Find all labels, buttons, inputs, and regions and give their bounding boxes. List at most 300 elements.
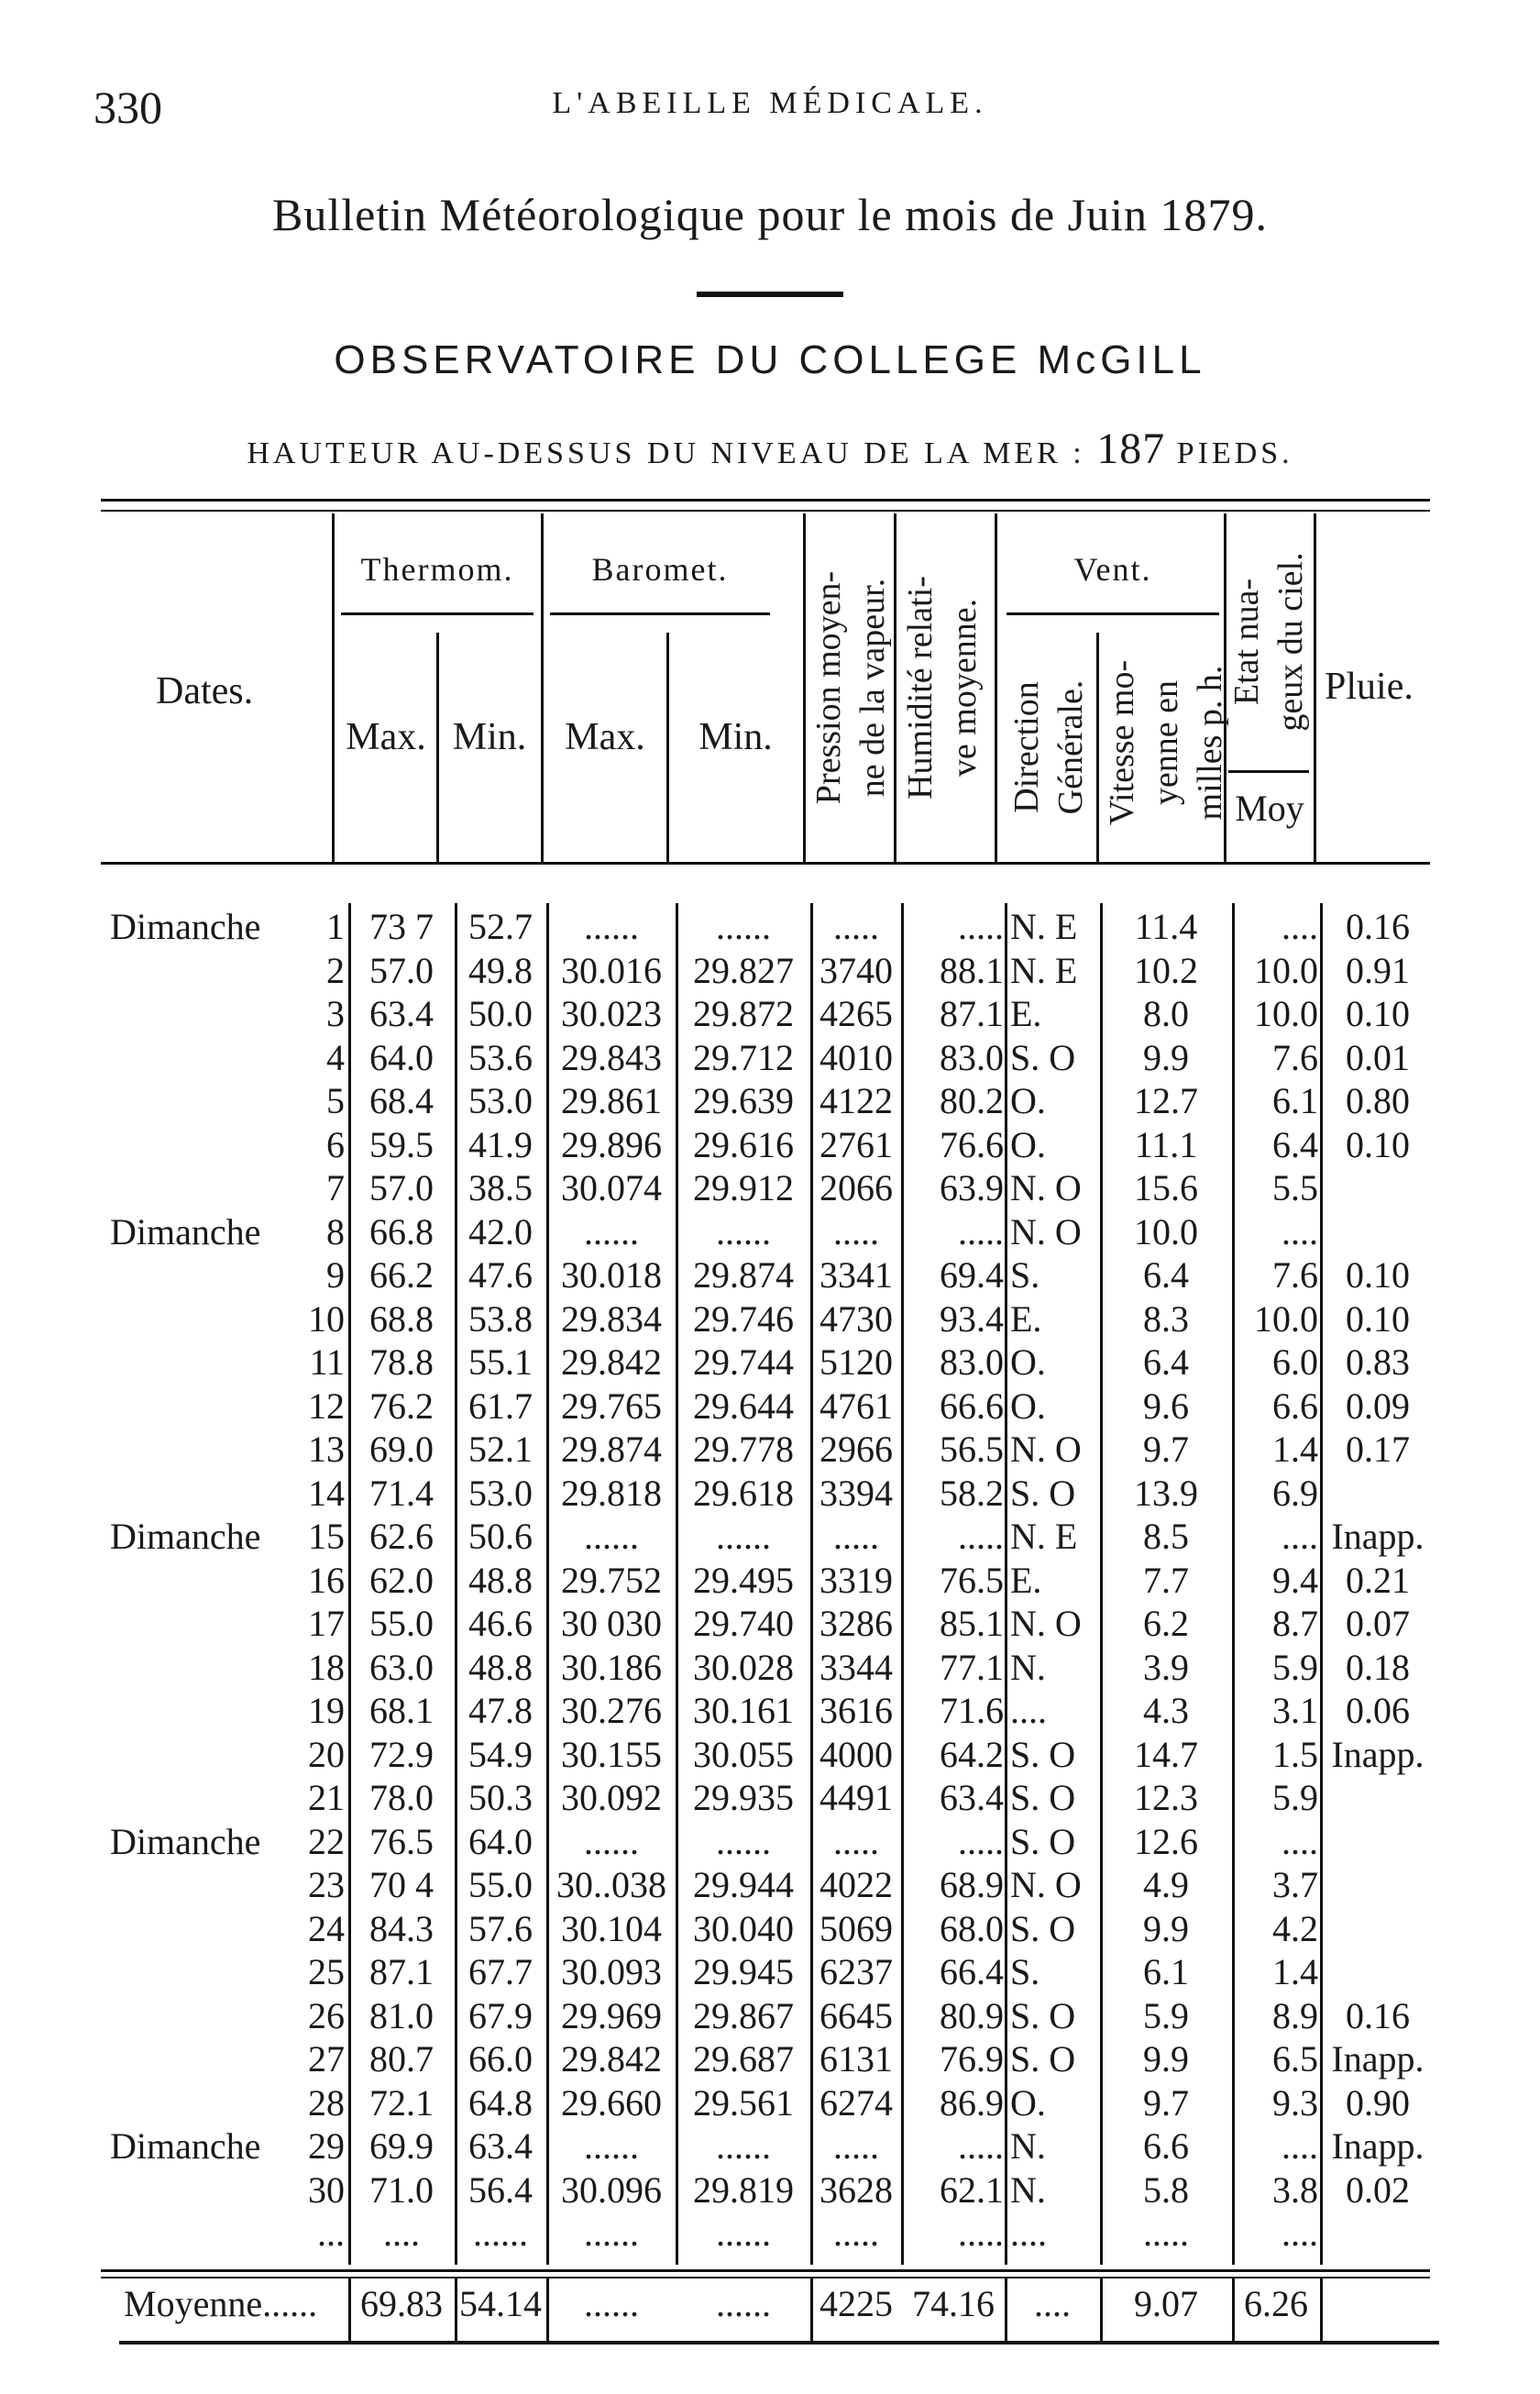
row-day-label [110,1121,293,1169]
row-day-number: 1 [326,906,345,947]
cell-barom-max: 30.023 [561,993,662,1034]
cell-pression: 6131 [820,2038,893,2080]
cell-vitesse: 12.6 [1134,1821,1198,1862]
cell-barom-max: ...... [584,2125,639,2167]
cell-barom-min: ...... [716,1516,771,1557]
cell-barom-max: ...... [584,2212,639,2254]
cell-vitesse: 7.7 [1143,1560,1189,1601]
cell-direction: S. O [1010,1995,1076,2036]
body-sep-10 [1320,903,1323,2265]
cell-vitesse: 4.3 [1143,1690,1189,1731]
cell-barom-max: 30.186 [561,1647,662,1688]
cell-therm-min: 41.9 [468,1124,533,1165]
cell-pression: ..... [833,1821,879,1862]
row-day-number: 23 [308,1864,345,1905]
cell-vitesse: 9.9 [1143,1037,1189,1078]
cell-etat-ciel: 6.6 [1272,1385,1318,1427]
cell-therm-max: 76.5 [369,1821,434,1862]
cell-barom-max: 29.765 [561,1385,662,1427]
row-day-label [110,1426,293,1473]
row-day-label: Dimanche [110,1211,261,1252]
cell-barom-max: 30.093 [561,1951,662,1992]
moy-sep-8 [1100,2277,1103,2341]
cell-pression: ..... [833,2125,879,2167]
row-day-number: 29 [308,2125,345,2167]
cell-barom-min: 29.744 [693,1341,794,1383]
row-day-number: 26 [308,1995,345,2036]
cell-vitesse: 13.9 [1134,1473,1198,1514]
title-divider [697,292,843,297]
cell-therm-max: .... [383,2212,420,2254]
row-day-number: 2 [326,950,345,991]
cell-pluie: 0.16 [1346,1995,1410,2036]
header-pression [807,518,895,857]
cell-barom-min: 29.874 [693,1254,794,1296]
cell-therm-max: 57.0 [369,1167,434,1208]
moy-sep-9 [1232,2277,1235,2341]
cell-pression: 4491 [820,1777,893,1818]
cell-pluie: 0.07 [1346,1603,1410,1644]
header-thermom: Thermom. [360,551,514,588]
cell-therm-min: 67.9 [468,1995,533,2036]
cell-barom-max: 29.861 [561,1080,662,1121]
cell-vitesse: 15.6 [1134,1167,1198,1208]
cell-direction: S. O [1010,1908,1076,1949]
cell-barom-min: 29.944 [693,1864,794,1905]
cell-pression: 6237 [820,1951,893,1992]
cell-barom-min: 30.161 [693,1690,794,1731]
cell-therm-max: 73 7 [369,906,434,947]
cell-vitesse: 6.4 [1143,1254,1189,1296]
cell-therm-max: 69.9 [369,2125,434,2167]
cell-direction: S. O [1010,1473,1076,1514]
cell-therm-max: 71.0 [369,2169,434,2211]
cell-therm-max: 59.5 [369,1124,434,1165]
cell-therm-min: 64.8 [468,2082,533,2124]
row-day-label [110,1600,293,1648]
cell-therm-max: 69.0 [369,1429,434,1470]
header-pluie: Pluie. [1325,666,1414,708]
cell-pression: 5120 [820,1341,893,1383]
cell-barom-min: 30.055 [693,1734,794,1775]
cell-therm-max: 68.8 [369,1298,434,1340]
cell-pression: 3319 [820,1560,893,1601]
cell-humidite: 71.6 [940,1690,1004,1731]
cell-etat-ciel: 3.8 [1272,2169,1318,2211]
observatory-heading: OBSERVATOIRE DU COLLEGE McGILL [334,337,1206,382]
row-day-label [110,1861,293,1909]
cell-barom-max: ...... [584,1211,639,1252]
row-day-number: 9 [326,1254,345,1296]
cell-direction: S. [1010,1254,1040,1296]
cell-etat-ciel: 9.3 [1272,2082,1318,2124]
cell-humidite: 85.1 [940,1603,1004,1644]
cell-humidite: ..... [958,2212,1004,2254]
cell-humidite: 76.9 [940,2038,1004,2080]
cell-pression: 3740 [820,950,893,991]
cell-pluie: 0.09 [1346,1385,1410,1427]
cell-therm-min: 52.1 [468,1429,533,1470]
cell-etat-ciel: 5.9 [1272,1647,1318,1688]
row-day-label [110,1644,293,1692]
moy-rule [1228,770,1309,773]
header-etat-line1: Etat nua- [1227,578,1266,706]
row-day-number: 14 [308,1473,345,1514]
cell-barom-max: 30.016 [561,950,662,991]
cell-pression: 5069 [820,1908,893,1949]
cell-etat-ciel: 9.4 [1272,1560,1318,1601]
cell-vitesse: 10.2 [1134,950,1198,991]
row-day-number: 24 [308,1908,345,1949]
cell-etat-ciel: 1.5 [1272,1734,1318,1775]
cell-therm-min: 55.0 [468,1864,533,1905]
row-day-label [110,1470,293,1517]
cell-pluie: Inapp. [1331,2125,1424,2167]
row-day-label: Dimanche [110,906,261,947]
cell-etat-ciel: 6.0 [1272,1341,1318,1383]
cell-barom-max: ...... [584,1516,639,1557]
cell-barom-max: 29.842 [561,2038,662,2080]
cell-humidite: 68.9 [940,1864,1004,1905]
cell-pluie [1326,1818,1430,1866]
cell-therm-max: 72.1 [369,2082,434,2124]
header-baromet-min: Min. [698,716,773,758]
cell-pluie: 0.17 [1346,1429,1410,1470]
cell-humidite: ..... [958,1821,1004,1862]
moy-sep-7 [1005,2277,1007,2341]
cell-humidite: 76.6 [940,1124,1004,1165]
header-humidite-line1: Humidité relati- [901,576,940,800]
cell-direction: N. E [1010,950,1078,991]
cell-barom-max: 30.096 [561,2169,662,2211]
cell-barom-min: ...... [716,1821,771,1862]
cell-pression: 3286 [820,1603,893,1644]
row-day-label: Dimanche [110,2125,261,2167]
cell-therm-max: 71.4 [369,1473,434,1514]
header-bottom-rule [101,862,1430,865]
cell-etat-ciel: 5.9 [1272,1777,1318,1818]
moy-sep-10 [1320,2277,1323,2341]
cell-therm-min: 52.7 [468,906,533,947]
cell-direction: N. [1010,1647,1046,1688]
cell-pluie [1326,1905,1430,1953]
cell-pression: 2966 [820,1429,893,1470]
cell-vitesse: 5.9 [1143,1995,1189,2036]
row-day-number: ... [317,2212,345,2254]
cell-etat-ciel: 3.7 [1272,1864,1318,1905]
cell-etat-ciel: 7.6 [1272,1254,1318,1296]
header-vitesse-line3: milles p. h. [1191,665,1229,821]
cell-therm-max: 76.2 [369,1385,434,1427]
cell-direction: E. [1010,1298,1042,1340]
header-vitesse-line1: Vitesse mo- [1103,659,1141,826]
cell-humidite: 87.1 [940,993,1004,1034]
row-day-number: 12 [308,1385,345,1427]
moy-sep-3 [546,2277,549,2341]
row-day-number: 8 [326,1211,345,1252]
header-pression-line1: Pression moyen- [809,570,848,805]
cell-humidite: 58.2 [940,1473,1004,1514]
cell-pluie: Inapp. [1331,1516,1424,1557]
cell-barom-max: 30.155 [561,1734,662,1775]
header-direction-line2: Générale. [1051,679,1090,815]
cell-pression: 3616 [820,1690,893,1731]
row-day-number: 6 [326,1124,345,1165]
moy-sep-5 [810,2277,813,2341]
cell-vitesse: 8.0 [1143,993,1189,1034]
cell-therm-max: 62.0 [369,1560,434,1601]
cell-barom-min: 29.778 [693,1429,794,1470]
cell-therm-min: 53.0 [468,1473,533,1514]
cell-humidite: ..... [958,1211,1004,1252]
cell-humidite: 63.4 [940,1777,1004,1818]
row-day-number: 13 [308,1429,345,1470]
cell-therm-max: 66.8 [369,1211,434,1252]
cell-barom-max: 30.074 [561,1167,662,1208]
cell-etat-ciel: 8.7 [1272,1603,1318,1644]
cell-humidite: 88.1 [940,950,1004,991]
cell-barom-max: 29.660 [561,2082,662,2124]
header-baromet: Baromet. [591,551,729,588]
header-humidite-line2: ve moyenne. [945,598,984,778]
cell-therm-max: 55.0 [369,1603,434,1644]
moy-sep-1 [348,2277,351,2341]
cell-pression: 4761 [820,1385,893,1427]
header-direction [1005,637,1093,857]
row-day-label [110,1992,293,2040]
cell-pluie: 0.80 [1346,1080,1410,1121]
cell-etat-ciel: 6.9 [1272,1473,1318,1514]
row-day-label [110,1339,293,1386]
moyenne-tmax: 69.83 [360,2283,443,2324]
cell-barom-min: 29.740 [693,1603,794,1644]
cell-therm-min: 57.6 [468,1908,533,1949]
cell-direction: E. [1010,1560,1042,1601]
cell-humidite: 80.2 [940,1080,1004,1121]
cell-etat-ciel: 10.0 [1254,1298,1318,1340]
cell-pression: 3394 [820,1473,893,1514]
cell-direction: .... [1010,1690,1047,1731]
body-sep-7 [1005,903,1007,2265]
moyenne-etat: 6.26 [1244,2283,1308,2324]
table-top-rule-2 [101,510,1430,512]
cell-vitesse: 10.0 [1134,1211,1198,1252]
row-day-label [110,947,293,995]
cell-humidite: 80.9 [940,1995,1004,2036]
cell-pluie: 0.10 [1346,1254,1410,1296]
row-day-label [110,1034,293,1082]
cell-pluie: 0.83 [1346,1341,1410,1383]
cell-direction: N. O [1010,1211,1082,1252]
altitude-value: 187 [1096,425,1166,473]
cell-etat-ciel: 5.5 [1272,1167,1318,1208]
cell-direction: S. O [1010,1037,1076,1078]
cell-therm-min: 63.4 [468,2125,533,2167]
row-day-number: 3 [326,993,345,1034]
cell-barom-min: 29.819 [693,2169,794,2211]
row-day-number: 17 [308,1603,345,1644]
cell-therm-min: 47.8 [468,1690,533,1731]
cell-barom-min: 29.935 [693,1777,794,1818]
cell-barom-max: 29.843 [561,1037,662,1078]
cell-therm-max: 66.2 [369,1254,434,1296]
cell-therm-max: 81.0 [369,1995,434,2036]
row-day-number: 21 [308,1777,345,1818]
cell-barom-max: ...... [584,906,639,947]
header-thermom-min: Min. [452,716,527,758]
cell-barom-min: 30.040 [693,1908,794,1949]
cell-pression: 4022 [820,1864,893,1905]
cell-humidite: 77.1 [940,1647,1004,1688]
cell-barom-max: 30.018 [561,1254,662,1296]
header-vent: Vent. [1073,551,1152,588]
cell-direction: E. [1010,993,1042,1034]
baromet-underline [550,612,770,615]
cell-pluie [1326,1774,1430,1822]
cell-barom-min: 29.561 [693,2082,794,2124]
cell-barom-min: 29.712 [693,1037,794,1078]
cell-pluie: 0.18 [1346,1647,1410,1688]
row-day-number: 22 [308,1821,345,1862]
cell-therm-min: 47.6 [468,1254,533,1296]
thermom-underline [341,612,534,615]
table-bottom-rule [119,2341,1439,2344]
cell-humidite: 62.1 [940,2169,1004,2211]
cell-direction: N. O [1010,1167,1082,1208]
cell-vitesse: 5.8 [1143,2169,1189,2211]
header-etat-line2: geux du ciel. [1271,552,1310,732]
cell-therm-min: 53.0 [468,1080,533,1121]
cell-pression: 2761 [820,1124,893,1165]
col-sep-humidite [995,513,997,862]
header-dates: Dates. [156,670,254,712]
cell-pluie: 0.90 [1346,2082,1410,2124]
cell-barom-min: 29.912 [693,1167,794,1208]
cell-etat-ciel: .... [1282,1211,1318,1252]
cell-therm-max: 62.6 [369,1516,434,1557]
cell-barom-min: 29.644 [693,1385,794,1427]
cell-therm-max: 63.4 [369,993,434,1034]
cell-vitesse: 12.3 [1134,1777,1198,1818]
header-vitesse-line2: yenne en [1147,679,1185,806]
cell-pluie [1326,2210,1430,2257]
cell-etat-ciel: 10.0 [1254,993,1318,1034]
cell-barom-min: ...... [716,2125,771,2167]
cell-pression: 3628 [820,2169,893,2211]
cell-direction: N. O [1010,1603,1082,1644]
cell-pluie: Inapp. [1331,2038,1424,2080]
cell-vitesse: 4.9 [1143,1864,1189,1905]
header-baromet-max: Max. [565,716,645,758]
cell-vitesse: 9.9 [1143,1908,1189,1949]
cell-barom-min: ...... [716,2212,771,2254]
col-sep-vent-sub [1096,633,1099,862]
cell-pression: ..... [833,906,879,947]
moyenne-label: Moyenne...... [124,2283,318,2324]
cell-pression: 4122 [820,1080,893,1121]
header-etat [1225,518,1313,766]
row-day-label [110,1905,293,1953]
row-day-number: 10 [308,1298,345,1340]
cell-vitesse: 9.7 [1143,2082,1189,2124]
cell-barom-max: 29.896 [561,1124,662,1165]
cell-etat-ciel: 6.5 [1272,2038,1318,2080]
cell-pression: 6645 [820,1995,893,2036]
cell-pression: 4010 [820,1037,893,1078]
col-sep-dates [332,513,335,862]
cell-vitesse: 8.3 [1143,1298,1189,1340]
cell-humidite: 66.6 [940,1385,1004,1427]
cell-therm-min: 61.7 [468,1385,533,1427]
cell-therm-min: 50.3 [468,1777,533,1818]
row-day-label [110,1296,293,1343]
header-direction-line1: Direction [1007,681,1046,813]
cell-pluie [1326,1164,1430,1212]
row-day-number: 5 [326,1080,345,1121]
cell-direction: O. [1010,1341,1046,1383]
cell-direction: N. [1010,2169,1046,2211]
row-day-number: 4 [326,1037,345,1078]
row-day-label [110,2167,293,2214]
cell-etat-ciel: 3.1 [1272,1690,1318,1731]
cell-pluie: 0.02 [1346,2169,1410,2211]
cell-barom-max: 30..038 [556,1864,666,1905]
vent-underline [1006,612,1219,615]
cell-pression: 4000 [820,1734,893,1775]
cell-pluie: 0.16 [1346,906,1410,947]
cell-pluie: 0.10 [1346,993,1410,1034]
cell-humidite: 86.9 [940,2082,1004,2124]
cell-humidite: 63.9 [940,1167,1004,1208]
cell-barom-min: 29.827 [693,950,794,991]
cell-pluie [1326,1861,1430,1909]
cell-therm-max: 63.0 [369,1647,434,1688]
cell-barom-max: 30.092 [561,1777,662,1818]
cell-direction: S. O [1010,2038,1076,2080]
running-head [0,81,1540,136]
cell-therm-max: 72.9 [369,1734,434,1775]
header-vitesse [1100,628,1232,857]
cell-barom-min: ...... [716,906,771,947]
header-moy: Moy [1235,788,1304,829]
row-day-label [110,1077,293,1125]
cell-direction: N. E [1010,1516,1078,1557]
cell-barom-max: 30 030 [561,1603,662,1644]
cell-etat-ciel: .... [1282,1516,1318,1557]
cell-etat-ciel: 7.6 [1272,1037,1318,1078]
altitude-label: HAUTEUR AU-DESSUS DU NIVEAU DE LA MER : [247,436,1085,470]
cell-therm-min: 38.5 [468,1167,533,1208]
cell-therm-max: 64.0 [369,1037,434,1078]
cell-barom-min: 29.616 [693,1124,794,1165]
cell-etat-ciel: 8.9 [1272,1995,1318,2036]
cell-barom-max: 29.834 [561,1298,662,1340]
cell-humidite: 69.4 [940,1254,1004,1296]
row-day-label [110,1164,293,1212]
cell-humidite: 56.5 [940,1429,1004,1470]
cell-pluie: 0.10 [1346,1124,1410,1165]
page-number: 330 [94,82,162,133]
cell-barom-max: 29.874 [561,1429,662,1470]
moyenne-direction: .... [1034,2283,1071,2324]
cell-etat-ciel: 1.4 [1272,1951,1318,1992]
row-day-label [110,1557,293,1605]
cell-therm-min: 53.6 [468,1037,533,1078]
cell-etat-ciel: .... [1282,2212,1318,2254]
altitude-unit: PIEDS. [1176,436,1293,470]
cell-direction: O. [1010,2082,1046,2124]
cell-vitesse: 12.7 [1134,1080,1198,1121]
